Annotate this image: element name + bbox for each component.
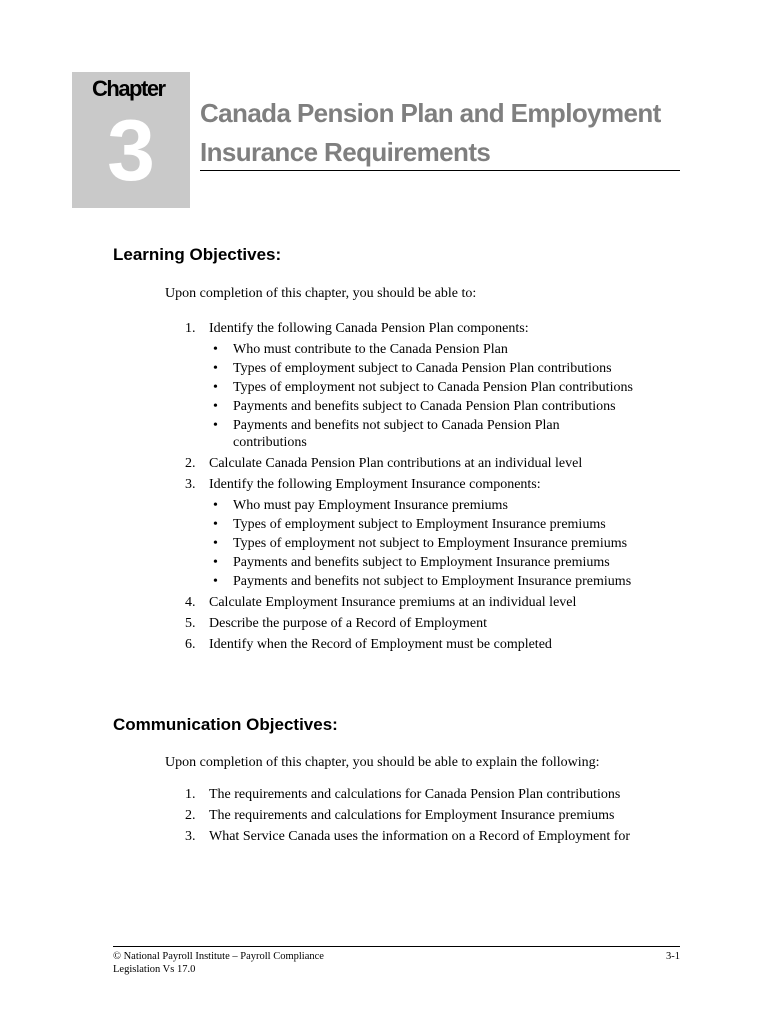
objective-item [185, 805, 705, 826]
objective-item [185, 826, 705, 847]
objective-number: 1. [185, 787, 196, 802]
bullet-icon: • [213, 555, 218, 570]
objective-number: 3. [185, 829, 196, 844]
bullet-icon: • [213, 574, 218, 589]
objective-subitem [209, 360, 673, 377]
objective-subitem [209, 417, 593, 451]
objective-text: Describe the purpose of a Record of Employment [209, 616, 487, 631]
bullet-icon: • [213, 498, 218, 513]
bullet-icon: • [213, 380, 218, 395]
objective-subitem [209, 535, 673, 552]
objective-text: Calculate Employment Insurance premiums at an individual level [209, 595, 577, 610]
chapter-title [200, 94, 690, 172]
objective-item [185, 318, 705, 451]
objective-text: What Service Canada uses the information on a Record of Employment for [209, 829, 631, 844]
objective-item [185, 592, 705, 613]
objective-text: Identify the following Canada Pension Plan components: [209, 321, 529, 336]
subitem-text: Types of employment subject to Employment Insurance premiums [233, 517, 606, 532]
subitem-text: Payments and benefits not subject to Canada Pension Plan contributions [233, 418, 560, 450]
bullet-icon: • [213, 517, 218, 532]
chapter-title-line2: Insurance Requirements [200, 137, 491, 167]
objective-text: Identify the following Employment Insurance components: [209, 477, 541, 492]
objective-number: 1. [185, 321, 196, 336]
objective-subitem [209, 341, 673, 358]
subitem-text: Types of employment not subject to Employment Insurance premiums [233, 536, 628, 551]
objective-item [185, 474, 705, 590]
subitem-text: Who must pay Employment Insurance premiums [233, 498, 508, 513]
subitem-text: Payments and benefits subject to Employment Insurance premiums [233, 555, 610, 570]
subitem-text: Payments and benefits not subject to Employment Insurance premiums [233, 574, 632, 589]
footer-copyright [113, 950, 324, 976]
footer-line2: Legislation Vs 17.0 [113, 964, 196, 975]
objective-item [185, 634, 705, 655]
objective-subitem [209, 379, 673, 396]
chapter-number: 3 [107, 103, 155, 199]
objective-item [185, 784, 705, 805]
objective-subitem [209, 398, 673, 415]
objective-text: The requirements and calculations for Canada Pension Plan contributions [209, 787, 621, 802]
objective-sublist [209, 341, 705, 451]
bullet-icon: • [213, 536, 218, 551]
objective-subitem [209, 573, 673, 590]
page-number: 3-1 [666, 951, 680, 962]
objective-number: 4. [185, 595, 196, 610]
subitem-text: Who must contribute to the Canada Pension Plan [233, 342, 508, 357]
objective-number: 2. [185, 808, 196, 823]
subitem-text: Types of employment subject to Canada Pension Plan contributions [233, 361, 612, 376]
bullet-icon: • [213, 361, 218, 376]
footer-divider [113, 946, 680, 947]
objective-subitem [209, 554, 673, 571]
objective-number: 2. [185, 456, 196, 471]
learning-objectives-list [185, 318, 705, 655]
objective-text: Calculate Canada Pension Plan contributions at an individual level [209, 456, 583, 471]
communication-objectives-intro: Upon completion of this chapter, you should be able to explain the following: [165, 755, 600, 770]
objective-number: 3. [185, 477, 196, 492]
bullet-icon: • [213, 342, 218, 357]
learning-objectives-heading: Learning Objectives: [113, 245, 282, 264]
objective-number: 5. [185, 616, 196, 631]
objective-subitem [209, 497, 673, 514]
bullet-icon: • [213, 399, 218, 414]
learning-objectives-intro: Upon completion of this chapter, you should be able to: [165, 286, 477, 301]
objective-text: Identify when the Record of Employment must be completed [209, 637, 552, 652]
bullet-icon: • [213, 418, 218, 433]
communication-objectives-list [185, 784, 705, 847]
subitem-text: Payments and benefits subject to Canada Pension Plan contributions [233, 399, 616, 414]
chapter-badge [72, 72, 190, 208]
title-divider [200, 170, 680, 171]
subitem-text: Types of employment not subject to Canada Pension Plan contributions [233, 380, 633, 395]
objective-item [185, 453, 705, 474]
objective-subitem [209, 516, 673, 533]
objective-item [185, 613, 705, 634]
chapter-title-line1: Canada Pension Plan and Employment [200, 98, 661, 128]
objective-number: 6. [185, 637, 196, 652]
chapter-label: Chapter [92, 76, 165, 101]
objective-text: The requirements and calculations for Employment Insurance premiums [209, 808, 615, 823]
communication-objectives-heading: Communication Objectives: [113, 715, 338, 734]
footer-line1: © National Payroll Institute – Payroll Compliance [113, 951, 324, 962]
objective-sublist [209, 497, 705, 590]
